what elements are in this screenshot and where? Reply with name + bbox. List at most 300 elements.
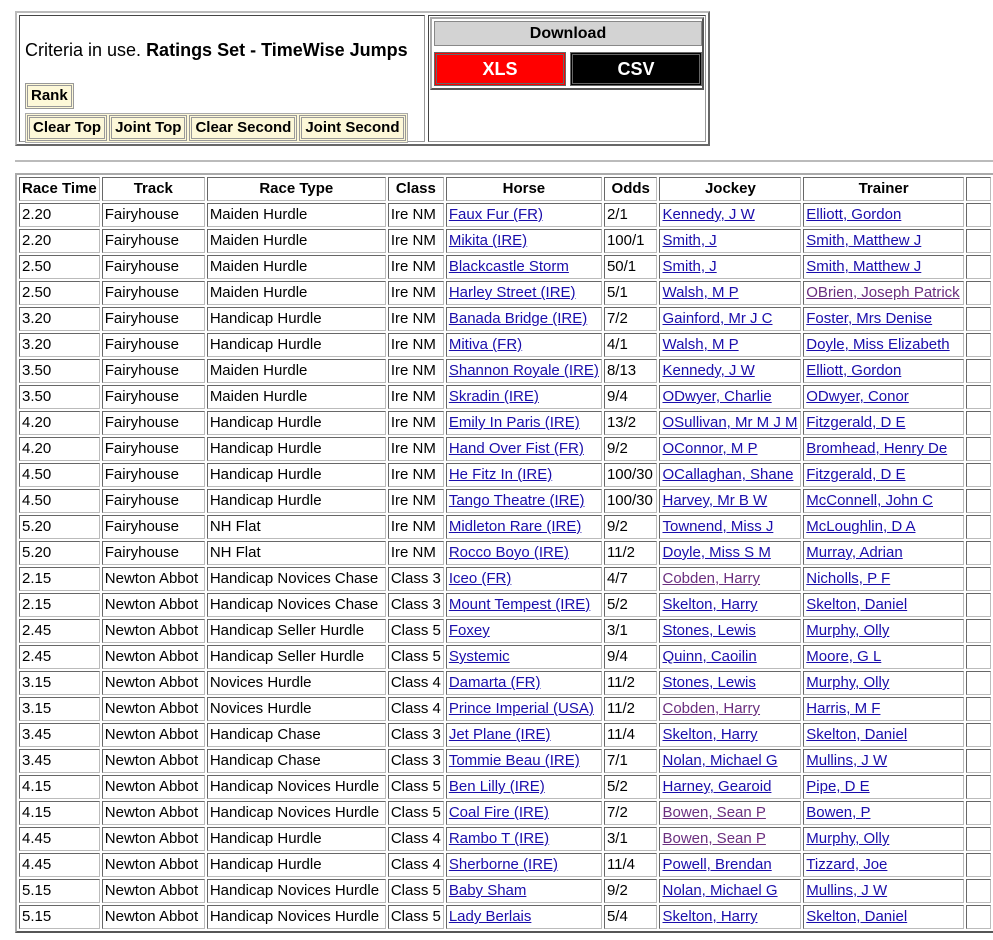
horse-link[interactable]: Tango Theatre (IRE) [448,492,585,509]
trainer-link[interactable]: Doyle, Miss Elizabeth [806,336,950,353]
criteria-text [25,40,408,61]
jockey-cell [659,515,801,539]
race-type-cell: Handicap Hurdle [207,489,386,513]
class-cell: Ire NM [388,463,444,487]
trainer-cell [803,203,964,227]
jockey-link[interactable]: Bowen, Sean P [662,804,766,821]
jockey-cell [659,697,801,721]
trainer-link[interactable]: Smith, Matthew J [806,258,922,275]
horse-cell [446,879,602,903]
jockey-cell [659,359,801,383]
jockey-link[interactable]: Bowen, Sean P [662,830,766,847]
class-cell: Ire NM [388,489,444,513]
column-header-trainer: Trainer [803,177,964,201]
clear-top-button[interactable]: Clear Top [27,115,107,141]
odds-cell: 11/4 [604,723,658,747]
race-type-cell: Maiden Hurdle [207,281,386,305]
jockey-link[interactable]: Harney, Gearoid [662,778,772,795]
class-cell: Ire NM [388,515,444,539]
joint-top-button[interactable]: Joint Top [109,115,187,141]
horse-cell [446,827,602,851]
trainer-link[interactable]: Pipe, D E [806,778,870,795]
jockey-link[interactable]: Stones, Lewis [662,674,756,691]
odds-cell: 7/1 [604,749,658,773]
odds-cell: 9/4 [604,385,658,409]
extra-cell [966,853,991,877]
extra-cell [966,593,991,617]
jockey-link[interactable]: Skelton, Harry [662,596,758,613]
extra-cell [966,281,991,305]
extra-cell [966,307,991,331]
horse-cell [446,749,602,773]
jockey-link[interactable]: Kennedy, J W [662,362,755,379]
jockey-link[interactable]: Smith, J [662,258,717,275]
race-time-cell: 2.15 [19,567,100,591]
jockey-cell [659,619,801,643]
trainer-cell [803,593,964,617]
class-cell: Class 5 [388,775,444,799]
extra-cell [966,541,991,565]
trainer-cell [803,489,964,513]
trainer-link[interactable]: Skelton, Daniel [806,596,908,613]
jockey-cell [659,723,801,747]
jockey-link[interactable]: Kennedy, J W [662,206,755,223]
race-time-cell: 5.15 [19,905,100,929]
joint-second-button[interactable]: Joint Second [299,115,405,141]
track-cell: Fairyhouse [102,229,205,253]
table-row [19,255,991,279]
jockey-link[interactable]: Gainford, Mr J C [662,310,773,327]
table-row [19,723,991,747]
table-row [19,333,991,357]
trainer-cell [803,463,964,487]
extra-cell [966,359,991,383]
trainer-cell [803,801,964,825]
race-time-cell: 3.45 [19,749,100,773]
horse-link[interactable]: Harley Street (IRE) [448,284,576,301]
jockey-cell [659,437,801,461]
xls-download-button[interactable]: XLS [434,52,566,86]
jockey-cell [659,255,801,279]
extra-cell [966,697,991,721]
race-time-cell: 4.20 [19,437,100,461]
horse-link[interactable]: Tommie Beau (IRE) [448,752,580,769]
race-type-cell: Handicap Hurdle [207,307,386,331]
jockey-link[interactable]: Nolan, Michael G [662,752,778,769]
race-type-cell: NH Flat [207,541,386,565]
track-cell: Fairyhouse [102,359,205,383]
jockey-cell [659,489,801,513]
extra-cell [966,567,991,591]
track-cell: Fairyhouse [102,411,205,435]
trainer-link[interactable]: Tizzard, Joe [806,856,888,873]
filter-button-group [25,113,408,143]
race-time-cell: 4.15 [19,801,100,825]
trainer-link[interactable]: Smith, Matthew J [806,232,922,249]
trainer-cell [803,827,964,851]
odds-cell: 11/2 [604,697,658,721]
race-time-cell: 3.15 [19,671,100,695]
trainer-link[interactable]: Mullins, J W [806,752,888,769]
odds-cell: 5/2 [604,593,658,617]
extra-cell [966,255,991,279]
trainer-cell [803,853,964,877]
trainer-link[interactable]: Skelton, Daniel [806,726,908,743]
horse-link[interactable]: Baby Sham [448,882,527,899]
track-cell: Fairyhouse [102,307,205,331]
track-cell: Newton Abbot [102,723,205,747]
horse-link[interactable]: Faux Fur (FR) [448,206,544,223]
race-type-cell: Novices Hurdle [207,697,386,721]
extra-cell [966,619,991,643]
race-type-cell: Maiden Hurdle [207,255,386,279]
jockey-link[interactable]: Skelton, Harry [662,908,758,925]
race-type-cell: Maiden Hurdle [207,359,386,383]
jockey-link[interactable]: Quinn, Caoilin [662,648,757,665]
horse-link[interactable]: Mitiva (FR) [448,336,523,353]
race-type-cell: Handicap Chase [207,723,386,747]
odds-cell: 11/2 [604,671,658,695]
odds-cell: 9/2 [604,437,658,461]
class-cell: Ire NM [388,359,444,383]
trainer-link[interactable]: Mullins, J W [806,882,888,899]
odds-cell: 7/2 [604,801,658,825]
odds-cell: 3/1 [604,619,658,643]
race-time-cell: 4.45 [19,827,100,851]
trainer-link[interactable]: OBrien, Joseph Patrick [806,284,960,301]
jockey-link[interactable]: OConnor, M P [662,440,758,457]
track-cell: Fairyhouse [102,489,205,513]
class-cell: Ire NM [388,385,444,409]
race-time-cell: 2.20 [19,229,100,253]
jockey-cell [659,879,801,903]
horse-cell [446,281,602,305]
jockey-cell [659,541,801,565]
trainer-cell [803,697,964,721]
extra-cell [966,749,991,773]
horse-link[interactable]: Rambo T (IRE) [448,830,550,847]
race-type-cell: NH Flat [207,515,386,539]
horse-link[interactable]: Jet Plane (IRE) [448,726,551,743]
horse-link[interactable]: Mount Tempest (IRE) [448,596,591,613]
horse-cell [446,905,602,929]
horse-link[interactable]: Sherborne (IRE) [448,856,559,873]
jockey-cell [659,853,801,877]
race-type-cell: Handicap Hurdle [207,853,386,877]
class-cell: Ire NM [388,255,444,279]
race-time-cell: 4.45 [19,853,100,877]
track-cell: Newton Abbot [102,801,205,825]
extra-cell [966,723,991,747]
race-type-cell: Handicap Novices Chase [207,593,386,617]
column-header-race-type: Race Type [207,177,386,201]
race-type-cell: Novices Hurdle [207,671,386,695]
jockey-link[interactable]: Doyle, Miss S M [662,544,771,561]
jockey-link[interactable]: Smith, J [662,232,717,249]
race-time-cell: 2.50 [19,281,100,305]
class-cell: Class 4 [388,827,444,851]
trainer-link[interactable]: McLoughlin, D A [806,518,916,535]
jockey-link[interactable]: Walsh, M P [662,336,739,353]
trainer-link[interactable]: Nicholls, P F [806,570,891,587]
horse-cell [446,489,602,513]
jockey-link[interactable]: OCallaghan, Shane [662,466,794,483]
trainer-cell [803,671,964,695]
odds-cell: 2/1 [604,203,658,227]
track-cell: Newton Abbot [102,827,205,851]
race-time-cell: 4.20 [19,411,100,435]
trainer-cell [803,645,964,669]
rank-button[interactable]: Rank [25,83,74,109]
horse-link[interactable]: Ben Lilly (IRE) [448,778,545,795]
trainer-link[interactable]: Foster, Mrs Denise [806,310,933,327]
race-time-cell: 2.45 [19,645,100,669]
race-type-cell: Handicap Novices Chase [207,567,386,591]
horse-cell [446,671,602,695]
jockey-cell [659,411,801,435]
criteria-prefix: Criteria in use. [25,40,142,60]
race-type-cell: Handicap Hurdle [207,827,386,851]
column-header-horse: Horse [446,177,602,201]
column-header-track: Track [102,177,205,201]
extra-cell [966,775,991,799]
horse-link[interactable]: Systemic [448,648,510,665]
horse-cell [446,359,602,383]
table-row [19,567,991,591]
jockey-link[interactable]: ODwyer, Charlie [662,388,772,405]
table-row [19,619,991,643]
race-time-cell: 3.20 [19,307,100,331]
trainer-cell [803,541,964,565]
race-time-cell: 3.20 [19,333,100,357]
jockey-cell [659,827,801,851]
csv-download-button[interactable]: CSV [570,52,702,86]
horse-cell [446,463,602,487]
odds-cell: 5/2 [604,775,658,799]
trainer-link[interactable]: Bowen, P [806,804,871,821]
class-cell: Ire NM [388,541,444,565]
track-cell: Fairyhouse [102,281,205,305]
track-cell: Newton Abbot [102,905,205,929]
extra-cell [966,879,991,903]
download-box [428,15,706,142]
jockey-link[interactable]: Walsh, M P [662,284,739,301]
table-row [19,359,991,383]
horse-cell [446,645,602,669]
trainer-link[interactable]: McConnell, John C [806,492,933,509]
jockey-link[interactable]: Skelton, Harry [662,726,758,743]
class-cell: Ire NM [388,437,444,461]
column-header-odds: Odds [604,177,658,201]
horse-link[interactable]: Banada Bridge (IRE) [448,310,588,327]
class-cell: Class 5 [388,801,444,825]
jockey-link[interactable]: Powell, Brendan [662,856,772,873]
horse-link[interactable]: Midleton Rare (IRE) [448,518,582,535]
race-type-cell: Maiden Hurdle [207,203,386,227]
divider [15,160,993,162]
track-cell: Newton Abbot [102,879,205,903]
jockey-link[interactable]: Cobden, Harry [662,570,761,587]
trainer-link[interactable]: Elliott, Gordon [806,362,902,379]
trainer-link[interactable]: Skelton, Daniel [806,908,908,925]
extra-cell [966,463,991,487]
table-row [19,229,991,253]
trainer-link[interactable]: Murray, Adrian [806,544,903,561]
race-type-cell: Maiden Hurdle [207,229,386,253]
horse-link[interactable]: Lady Berlais [448,908,532,925]
horse-cell [446,411,602,435]
class-cell: Class 3 [388,593,444,617]
odds-cell: 11/4 [604,853,658,877]
odds-cell: 9/4 [604,645,658,669]
track-cell: Fairyhouse [102,515,205,539]
trainer-cell [803,281,964,305]
horse-link[interactable]: Coal Fire (IRE) [448,804,549,821]
race-type-cell: Handicap Novices Hurdle [207,801,386,825]
horse-cell [446,515,602,539]
jockey-cell [659,229,801,253]
horse-link[interactable]: Shannon Royale (IRE) [448,362,599,379]
trainer-cell [803,359,964,383]
track-cell: Newton Abbot [102,697,205,721]
class-cell: Class 3 [388,749,444,773]
trainer-link[interactable]: Moore, G L [806,648,882,665]
clear-second-button[interactable]: Clear Second [189,115,297,141]
race-type-cell: Handicap Hurdle [207,333,386,357]
odds-cell: 4/7 [604,567,658,591]
odds-cell: 5/4 [604,905,658,929]
extra-cell [966,515,991,539]
odds-cell: 4/1 [604,333,658,357]
jockey-link[interactable]: Stones, Lewis [662,622,756,639]
trainer-cell [803,515,964,539]
jockey-link[interactable]: Nolan, Michael G [662,882,778,899]
track-cell: Fairyhouse [102,385,205,409]
extra-cell [966,645,991,669]
table-row [19,853,991,877]
jockey-cell [659,671,801,695]
class-cell: Ire NM [388,203,444,227]
column-header-jockey: Jockey [659,177,801,201]
odds-cell: 5/1 [604,281,658,305]
race-type-cell: Handicap Seller Hurdle [207,645,386,669]
class-cell: Class 5 [388,879,444,903]
table-row [19,307,991,331]
trainer-cell [803,229,964,253]
jockey-link[interactable]: Cobden, Harry [662,700,761,717]
race-time-cell: 5.15 [19,879,100,903]
odds-cell: 100/30 [604,463,658,487]
class-cell: Ire NM [388,229,444,253]
trainer-link[interactable]: Fitzgerald, D E [806,414,906,431]
odds-cell: 8/13 [604,359,658,383]
horse-link[interactable]: Foxey [448,622,490,639]
trainer-link[interactable]: Murphy, Olly [806,830,890,847]
trainer-link[interactable]: ODwyer, Conor [806,388,909,405]
trainer-link[interactable]: Murphy, Olly [806,674,890,691]
odds-cell: 13/2 [604,411,658,435]
horse-link[interactable]: Prince Imperial (USA) [448,700,594,717]
trainer-cell [803,775,964,799]
download-title: Download [434,21,702,46]
odds-cell: 9/2 [604,515,658,539]
horse-cell [446,333,602,357]
race-time-cell: 4.50 [19,463,100,487]
extra-cell [966,203,991,227]
horse-link[interactable]: Blackcastle Storm [448,258,569,275]
race-time-cell: 5.20 [19,541,100,565]
table-row [19,775,991,799]
trainer-cell [803,879,964,903]
trainer-link[interactable]: Elliott, Gordon [806,206,902,223]
jockey-cell [659,333,801,357]
extra-cell [966,229,991,253]
track-cell: Newton Abbot [102,853,205,877]
table-row [19,801,991,825]
race-type-cell: Handicap Chase [207,749,386,773]
criteria-box [19,15,425,142]
trainer-link[interactable]: Harris, M F [806,700,881,717]
trainer-cell [803,619,964,643]
race-type-cell: Handicap Hurdle [207,411,386,435]
track-cell: Fairyhouse [102,333,205,357]
table-row [19,697,991,721]
class-cell: Class 3 [388,723,444,747]
jockey-link[interactable]: Harvey, Mr B W [662,492,768,509]
extra-cell [966,333,991,357]
jockey-cell [659,593,801,617]
trainer-cell [803,437,964,461]
horse-link[interactable]: Emily In Paris (IRE) [448,414,580,431]
class-cell: Ire NM [388,411,444,435]
class-cell: Class 5 [388,619,444,643]
odds-cell: 100/1 [604,229,658,253]
class-cell: Class 4 [388,697,444,721]
table-row [19,749,991,773]
horse-link[interactable]: Rocco Boyo (IRE) [448,544,569,561]
trainer-cell [803,385,964,409]
odds-cell: 50/1 [604,255,658,279]
jockey-cell [659,463,801,487]
horse-cell [446,697,602,721]
horse-link[interactable]: He Fitz In (IRE) [448,466,553,483]
horse-link[interactable]: Damarta (FR) [448,674,541,691]
horse-link[interactable]: Mikita (IRE) [448,232,528,249]
trainer-link[interactable]: Murphy, Olly [806,622,890,639]
horse-link[interactable]: Iceo (FR) [448,570,512,587]
race-type-cell: Handicap Novices Hurdle [207,775,386,799]
trainer-link[interactable]: Fitzgerald, D E [806,466,906,483]
table-row [19,437,991,461]
trainer-link[interactable]: Bromhead, Henry De [806,440,948,457]
jockey-cell [659,281,801,305]
class-cell: Class 5 [388,645,444,669]
horse-link[interactable]: Skradin (IRE) [448,388,539,405]
class-cell: Class 4 [388,853,444,877]
track-cell: Fairyhouse [102,541,205,565]
jockey-link[interactable]: Townend, Miss J [662,518,774,535]
criteria-name: Ratings Set - TimeWise Jumps [146,40,408,60]
race-time-cell: 2.50 [19,255,100,279]
class-cell: Class 5 [388,905,444,929]
horse-cell [446,853,602,877]
jockey-link[interactable]: OSullivan, Mr M J M [662,414,798,431]
horse-cell [446,567,602,591]
horse-link[interactable]: Hand Over Fist (FR) [448,440,584,457]
horse-cell [446,775,602,799]
class-cell: Ire NM [388,307,444,331]
trainer-cell [803,567,964,591]
